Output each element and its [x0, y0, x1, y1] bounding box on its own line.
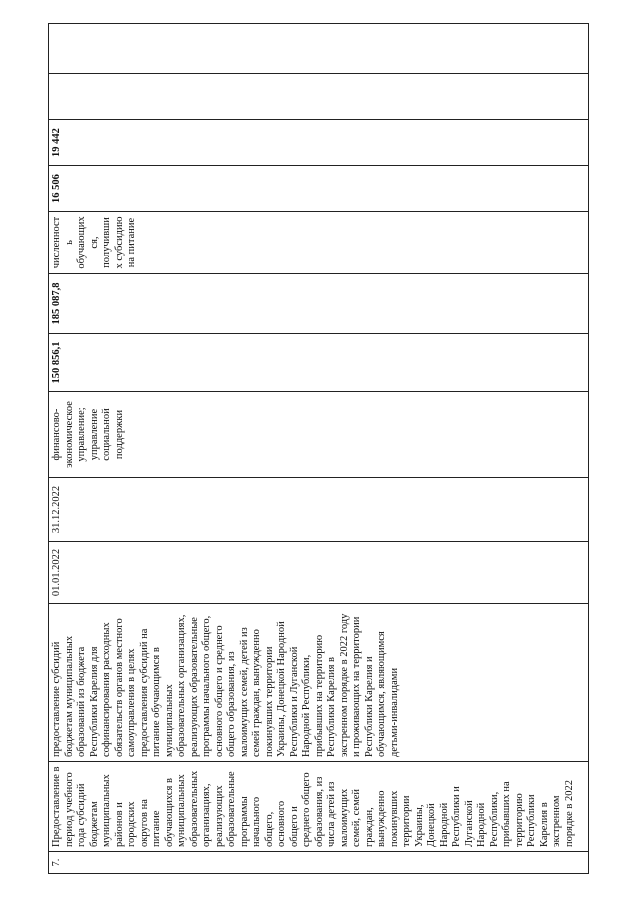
- end-date-cell: 31.12.2022: [49, 478, 589, 542]
- indicator-cell: численность обучающихся, получивших субсидию на питание: [49, 212, 589, 274]
- row-number: 7.: [49, 852, 589, 874]
- description-cell: предоставление субсидий бюджетам муниципальных образований из бюджета Республики Карелия для софинансирования расходных обязательств органов местного самоуправления в целях предоставления субсидий на питание обучающимся в муниципальных образовательных организациях, реализующих образовательные программы начального общего, основного общего и среднего общего образования, из малоимущих семей, детей из семей граждан, вынужденно покинувших территории Украины, Донецкой Народной Республики и Луганской Народной Республики, прибывших на территорию Республики Карелия в экстренном порядке в 2022 году и проживающих на территории Республики Карелия и обучающимся, являющимся детьми-инвалидами: [49, 604, 589, 762]
- table-row: [49, 24, 589, 874]
- start-date-cell: 01.01.2022: [49, 542, 589, 604]
- indicator-value-2-cell: 19 442: [49, 120, 589, 166]
- empty-cell-2: [49, 24, 589, 74]
- executor-cell: финансово-экономическое управление; управление социальной поддержки: [49, 392, 589, 478]
- indicator-value-1-cell: 16 506: [49, 166, 589, 212]
- rotated-page: [40, 12, 600, 892]
- empty-cell-1: [49, 74, 589, 120]
- amount-1-cell: 150 856,1: [49, 334, 589, 392]
- event-name-cell: Предоставление в период учебного года субсидий бюджетам муниципальных районов и городских округов на питание обучающихся в муниципальных образовательных организациях, реализующих образовательные программы начального общего, основного общего и среднего общего образования, из числа детей из малоимущих семей, семей граждан, вынужденно покинувших территории Украины, Донецкой Народной Республики и Луганской Народной Республики, прибывших на территорию Республики Карелия в экстренном порядке в 2022: [49, 762, 589, 852]
- amount-2-cell: 185 087,8: [49, 274, 589, 334]
- program-table: [48, 23, 589, 874]
